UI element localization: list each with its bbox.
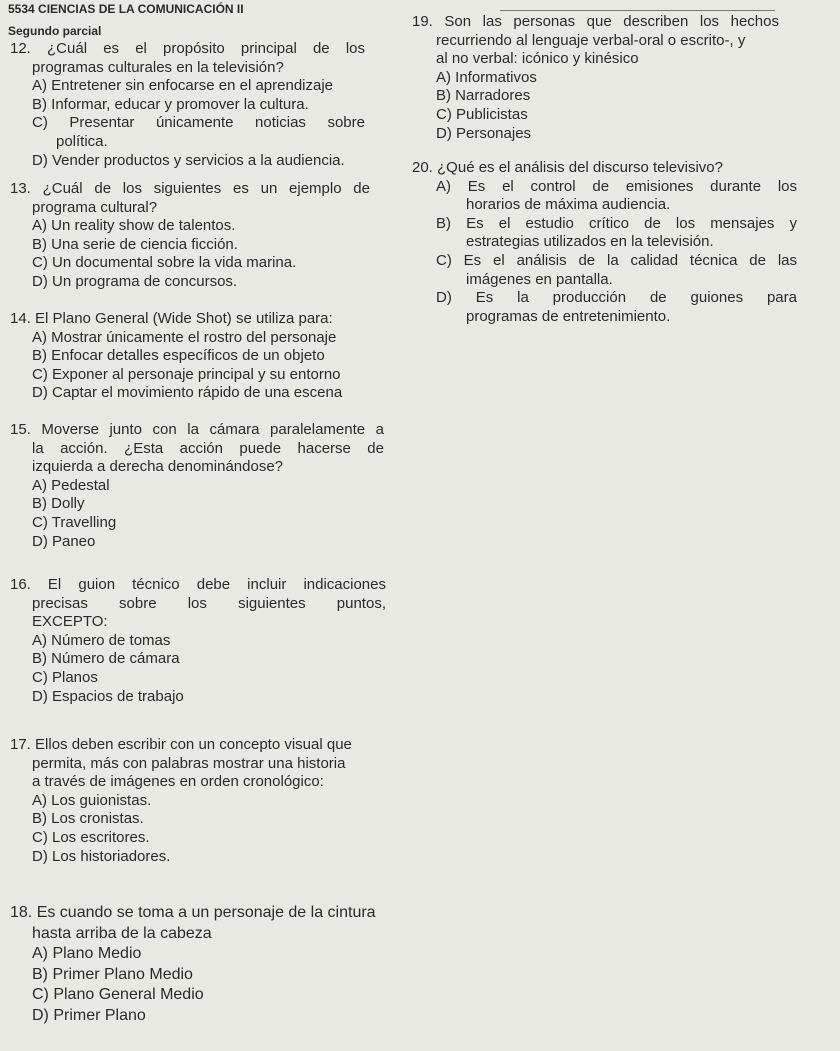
question-17 [10,736,410,866]
question-17-stem-line-1: 17. Ellos deben escribir con un concepto visual que [10,736,352,753]
question-19-stem-line-2: recurriendo al lenguaje verbal-oral o escrito-, y [436,31,746,49]
question-19-option-d: D) Personajes [436,124,532,142]
question-13-stem-line-1: 13. ¿Cuál de los siguientes es un ejemplo de [10,180,370,197]
question-18-option-a: A) Plano Medio [32,945,142,962]
question-17-option-b: B) Los cronistas. [32,810,144,828]
question-12-stem-line-1: 12. ¿Cuál es el propósito principal de los [10,40,365,57]
question-16-stem-line-1: 16. El guion técnico debe incluir indicaciones [10,576,386,593]
question-20-option-b-cont: estrategias utilizados en la televisión. [466,233,714,251]
question-15-stem-line-3: izquierda a derecha denominándose? [32,458,284,476]
question-12-option-b: B) Informar, educar y promover la cultura. [32,95,309,113]
question-18 [10,903,410,1026]
question-13-option-a: A) Un reality show de talentos. [32,217,236,235]
question-18-option-c: C) Plano General Medio [32,986,204,1003]
question-17-option-d: D) Los historiadores. [32,847,171,865]
question-20-option-a-cont: horarios de máxima audiencia. [466,196,671,214]
question-14-stem-line-1: 14. El Plano General (Wide Shot) se utiliza para: [10,310,333,327]
question-17-stem-line-3: a través de imágenes en orden cronológico: [32,773,324,791]
question-12 [10,40,365,170]
question-16-option-b: B) Número de cámara [32,650,180,668]
course-title: 5534 CIENCIAS DE LA COMUNICACIÓN II [8,2,244,16]
question-14-option-a: A) Mostrar únicamente el rostro del personaje [32,328,337,346]
question-15-option-d: D) Paneo [32,532,96,550]
question-13 [10,180,370,292]
question-17-option-c: C) Los escritores. [32,828,150,846]
question-16-option-a: A) Número de tomas [32,631,171,649]
question-13-stem-line-2: programa cultural? [32,198,158,216]
question-19-stem-line-3: al no verbal: icónico y kinésico [436,50,639,68]
question-12-option-c: C) Presentar únicamente noticias sobre [32,114,365,132]
header-divider [500,10,775,11]
question-18-stem-line-1: 18. Es cuando se toma a un personaje de la cintura [10,904,376,921]
question-14-option-d: D) Captar el movimiento rápido de una escena [32,384,343,402]
question-17-stem-line-2: permita, más con palabras mostrar una historia [32,754,346,772]
question-15-stem-line-1: 15. Moverse junto con la cámara paralelamente a [10,421,384,438]
question-16-stem-line-2: precisas sobre los siguientes puntos, [32,594,386,612]
question-16 [10,576,386,706]
question-20-stem-line-1: 20. ¿Qué es el análisis del discurso televisivo? [412,159,723,176]
question-20-option-b: B) Es el estudio crítico de los mensajes y [436,214,797,232]
question-13-option-b: B) Una serie de ciencia ficción. [32,235,238,253]
question-19-option-c: C) Publicistas [436,105,528,123]
question-19 [412,13,779,143]
question-12-option-a: A) Entretener sin enfocarse en el aprendizaje [32,77,334,95]
question-14-option-b: B) Enfocar detalles específicos de un objeto [32,347,325,365]
question-12-stem-line-2: programas culturales en la televisión? [32,58,284,76]
question-20-option-c: C) Es el análisis de la calidad técnica de las [436,251,797,269]
question-15-option-b: B) Dolly [32,495,85,513]
question-12-option-d: D) Vender productos y servicios a la audiencia. [32,151,345,169]
question-16-option-c: C) Planos [32,668,98,686]
question-13-option-d: D) Un programa de concursos. [32,272,238,290]
question-18-option-d: D) Primer Plano [32,1006,146,1024]
question-20-option-d: D) Es la producción de guiones para [436,289,797,307]
question-12-option-c-cont: política. [56,132,108,150]
question-20-option-a: A) Es el control de emisiones durante los [436,177,797,195]
question-15-stem-line-2: la acción. ¿Esta acción puede hacerse de [32,439,384,457]
question-16-stem-line-3: EXCEPTO: [32,613,108,631]
question-19-stem-line-1: 19. Son las personas que describen los hechos [412,13,779,30]
question-15-option-a: A) Pedestal [32,476,110,494]
question-17-option-a: A) Los guionistas. [32,791,152,809]
question-13-option-c: C) Un documental sobre la vida marina. [32,254,297,272]
question-19-option-b: B) Narradores [436,87,531,105]
exam-label: Segundo parcial [8,24,102,38]
question-20-option-c-cont: imágenes en pantalla. [466,270,613,288]
question-20 [412,159,797,326]
question-18-option-b: B) Primer Plano Medio [32,965,193,983]
question-20-option-d-cont: programas de entretenimiento. [466,307,671,325]
question-15-option-c: C) Travelling [32,513,117,531]
question-15 [10,421,384,551]
question-16-option-d: D) Espacios de trabajo [32,687,184,705]
question-14-option-c: C) Exponer al personaje principal y su entorno [32,365,341,383]
question-19-option-a: A) Informativos [436,68,537,86]
question-18-stem-line-2: hasta arriba de la cabeza [32,924,212,942]
question-14 [10,310,390,403]
